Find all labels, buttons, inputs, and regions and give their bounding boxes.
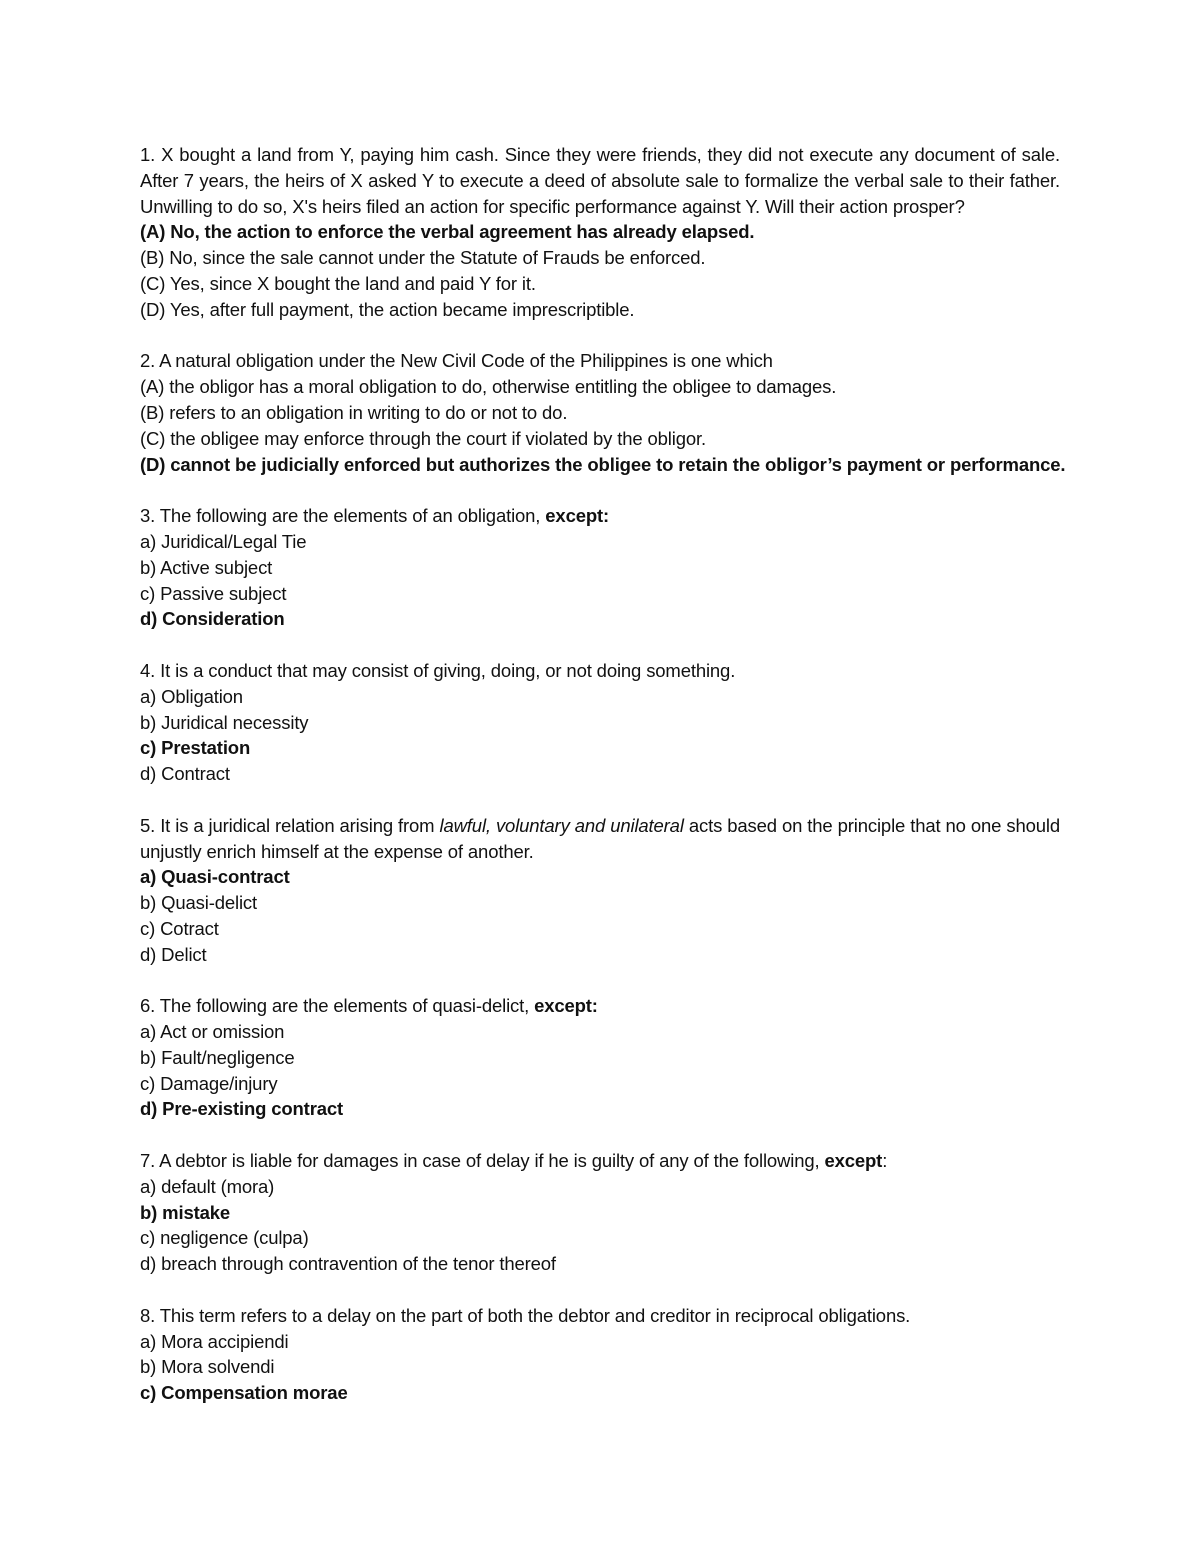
question-1-option-c: (C) Yes, since X bought the land and paid Y for it.	[140, 272, 536, 294]
question-1-option-b: (B) No, since the sale cannot under the Statute of Frauds be enforced.	[140, 247, 706, 269]
question-6-stem-text: 6. The following are the elements of quasi-delict,	[140, 995, 535, 1017]
question-3-option-c: c) Passive subject	[140, 582, 287, 604]
question-7-stem-text: 7. A debtor is liable for damages in case of delay if he is guilty of any of the following,	[140, 1150, 825, 1172]
question-5-option-b: b) Quasi-delict	[140, 892, 258, 914]
question-8-option-b: b) Mora solvendi	[140, 1356, 275, 1378]
question-5-stem-italic: lawful, voluntary and unilateral	[439, 814, 684, 836]
question-8	[140, 1303, 1060, 1406]
question-7-stem-colon: :	[882, 1150, 888, 1172]
question-2-option-b: (B) refers to an obligation in writing to do or not to do.	[140, 401, 568, 423]
question-5-option-c: c) Cotract	[140, 917, 219, 939]
question-3-option-b: b) Active subject	[140, 556, 273, 578]
question-5-stem	[140, 813, 1060, 865]
spacer	[140, 477, 1060, 503]
spacer	[140, 1277, 1060, 1303]
question-8-option-c-answer: c) Compensation morae	[140, 1382, 348, 1404]
question-6-stem	[140, 993, 1060, 1019]
question-5-stem-rest: acts based on the principle that no one should unjustly enrich himself at the expense of another.	[140, 814, 1060, 862]
spacer	[140, 1122, 1060, 1148]
question-7-option-b-answer: b) mistake	[140, 1201, 231, 1223]
document-page	[140, 142, 1066, 1406]
question-4-option-a: a) Obligation	[140, 685, 243, 707]
question-3-stem	[140, 503, 1060, 529]
question-7-stem	[140, 1148, 1060, 1174]
question-8-stem: 8. This term refers to a delay on the part of both the debtor and creditor in reciprocal obligations.	[140, 1304, 911, 1326]
question-6	[140, 993, 1060, 1122]
question-1-stem: 1. X bought a land from Y, paying him cash. Since they were friends, they did not execute any document of sale. After 7 years, the heirs of X asked Y to execute a deed of absolute sale to formalize the verbal sale to their father. Unwilling to do so, X's heirs filed an action for specific performance against Y. Will their action prosper?	[140, 144, 1060, 217]
question-4-stem: 4. It is a conduct that may consist of giving, doing, or not doing something.	[140, 659, 736, 681]
question-7-option-c: c) negligence (culpa)	[140, 1227, 309, 1249]
question-4-option-c-answer: c) Prestation	[140, 737, 251, 759]
question-5-stem-text: 5. It is a juridical relation arising from	[140, 814, 440, 836]
spacer	[140, 787, 1060, 813]
spacer	[140, 632, 1060, 658]
question-2-stem: 2. A natural obligation under the New Civil Code of the Philippines is one which	[140, 350, 773, 372]
question-7	[140, 1148, 1060, 1277]
question-6-option-b: b) Fault/negligence	[140, 1046, 295, 1068]
question-7-option-d: d) breach through contravention of the tenor thereof	[140, 1253, 556, 1275]
question-2-option-c: (C) the obligee may enforce through the court if violated by the obligor.	[140, 427, 706, 449]
question-3-option-d-answer: d) Consideration	[140, 608, 285, 630]
question-4-option-b: b) Juridical necessity	[140, 711, 309, 733]
question-6-option-c: c) Damage/injury	[140, 1072, 278, 1094]
question-1-option-d: (D) Yes, after full payment, the action became imprescriptible.	[140, 298, 635, 320]
question-6-stem-except: except:	[534, 995, 598, 1017]
question-2-option-a: (A) the obligor has a moral obligation to do, otherwise entitling the obligee to damages.	[140, 376, 837, 398]
spacer	[140, 323, 1060, 349]
question-4	[140, 658, 1060, 787]
question-7-stem-except: except	[824, 1150, 883, 1172]
question-6-option-d-answer: d) Pre-existing contract	[140, 1098, 344, 1120]
question-5	[140, 813, 1060, 968]
question-2	[140, 348, 1066, 477]
question-2-option-d-answer: (D) cannot be judicially enforced but authorizes the obligee to retain the obligor’s payment or performance.	[140, 453, 1066, 475]
question-6-option-a: a) Act or omission	[140, 1021, 285, 1043]
question-8-option-a: a) Mora accipiendi	[140, 1330, 289, 1352]
question-1	[140, 142, 1060, 323]
question-3-stem-text: 3. The following are the elements of an obligation,	[140, 505, 546, 527]
question-1-option-a-answer: (A) No, the action to enforce the verbal agreement has already elapsed.	[140, 221, 755, 243]
question-7-option-a: a) default (mora)	[140, 1175, 275, 1197]
spacer	[140, 968, 1060, 994]
question-3-option-a: a) Juridical/Legal Tie	[140, 530, 307, 552]
question-5-option-a-answer: a) Quasi-contract	[140, 866, 290, 888]
question-3-stem-except: except:	[545, 505, 610, 527]
question-3	[140, 503, 1060, 632]
question-4-option-d: d) Contract	[140, 763, 230, 785]
question-5-option-d: d) Delict	[140, 943, 207, 965]
